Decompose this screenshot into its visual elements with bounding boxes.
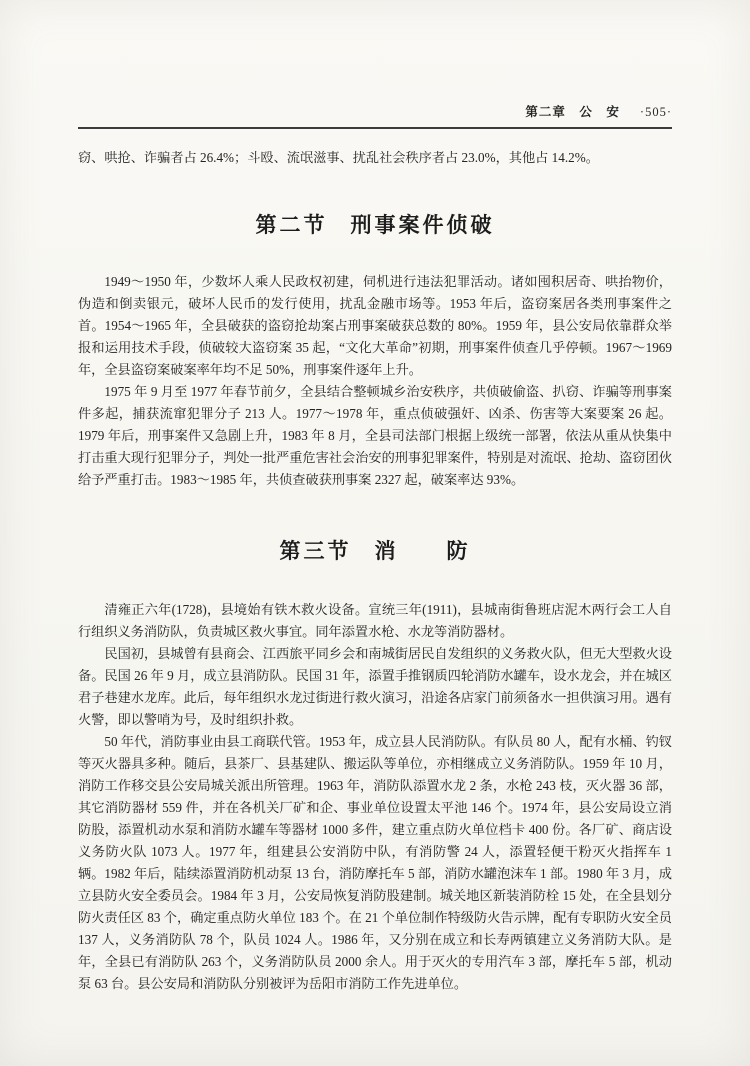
page-number: ·505·: [639, 105, 672, 119]
paragraph: 1949～1950 年，少数坏人乘人民政权初建，伺机进行违法犯罪活动。诸如囤积居奇、哄抬物价，伪造和倒卖银元，破坏人民币的发行使用，扰乱金融市场等。1953 年后，盗窃案居各类刑事案件之首。1954～1965 年，全县破获的盗窃抢劫案占刑事案破获总数的 80%。1959 年，县公安局依靠群众举报和运用技术手段，侦破较大盗窃案 35 起，“文化大革命”初期，刑事案件侦查几乎停顿。1967～1969 年，全县盗窃案破案率年均不足 50%，刑事案件逐年上升。: [78, 274, 672, 377]
paragraph: 清雍正六年(1728)，县境始有铁木救火设备。宣统三年(1911)，县城南街鲁班店泥木两行会工人自行组织义务消防队，负责城区救火事宜。同年添置水枪、水龙等消防器材。: [78, 602, 672, 639]
header-rule: [78, 127, 672, 129]
section-heading-criminal-cases: [78, 209, 672, 239]
continuation-paragraph: 窃、哄抢、诈骗者占 26.4%；斗殴、流氓滋事、扰乱社会秩序者占 23.0%，其他占 14.2%。: [78, 150, 599, 165]
section-heading-fire-protection: [78, 535, 672, 565]
paragraph: 民国初，县城曾有县商会、江西旅平同乡会和南城街居民自发组织的义务救火队，但无大型救火设备。民国 26 年 9 月，成立县消防队。民国 31 年，添置手推钢质四轮消防水罐车，设水龙会，并在城区君子巷建水龙库。此后，每年组织水龙过街进行救火演习，沿途各店家门前须备水一担供演习用。遇有火警，即以警哨为号，及时组织扑救。: [78, 646, 672, 727]
running-head-chapter: 第二章 公 安: [525, 105, 620, 119]
section-label: 第三节: [279, 540, 352, 563]
section-name: 刑事案件侦破: [350, 214, 495, 237]
paragraph: 1975 年 9 月至 1977 年春节前夕，全县结合整顿城乡治安秩序，共侦破偷盗、扒窃、诈骗等刑事案件多起，捕获流窜犯罪分子 213 人。1977～1978 年，重点侦破强奸、凶杀、伤害等大案要案 26 起。1979 年后，刑事案件又急剧上升，1983 年 8 月，全县司法部门根据上级统一部署，依法从重从快集中打击重大现行犯罪分子，判处一批严重危害社会治安的刑事犯罪案件，特别是对流氓、抢劫、盗窃团伙给予严重打击。1983～1985 年，共侦查破获刑事案 2327 起，破案率达 93%。: [78, 384, 672, 487]
section-label: 第二节: [255, 214, 328, 237]
running-head: [78, 102, 672, 120]
section-name: 消 防: [374, 540, 471, 563]
paragraph: 50 年代，消防事业由县工商联代管。1953 年，成立县人民消防队。有队员 80 人，配有水桶、钓钗等灭火器具多种。随后，县茶厂、县基建队、搬运队等单位，亦相继成立义务消防队。1959 年 10 月，消防工作移交县公安局城关派出所管理。1963 年，消防队添置水龙 2 条，水枪 243 枝，灭火器 36 部，其它消防器材 559 件，并在各机关厂矿和企、事业单位设置太平池 146 个。1974 年，县公安局设立消防股，添置机动水泵和消防水罐车等器材 1000 多件，建立重点防火单位档卡 400 份。各厂矿、商店设义务防火队 1073 人。1977 年，组建县公安消防中队，有消防警 24 人，添置轻便干粉灭火指挥车 1 辆。1982 年后，陆续添置消防机动泵 13 台，消防摩托车 5 部，消防水罐泡沫车 1 部。1980 年 3 月，成立县防火安全委员会。1984 年 3 月，公安局恢复消防股建制。城关地区新装消防栓 15 处，在全县划分防火责任区 83 个，确定重点防火单位 183 个。在 21 个单位制作特级防火告示牌，配有专职防火安全员 137 人，义务消防队 78 个，队员 1024 人。1986 年，又分别在成立和长寿两镇建立义务消防大队。是年，全县已有消防队 263 个，义务消防队员 2000 余人。用于灭火的专用汽车 3 部，摩托车 5 部，机动泵 63 台。县公安局和消防队分别被评为岳阳市消防工作先进单位。: [78, 734, 672, 991]
